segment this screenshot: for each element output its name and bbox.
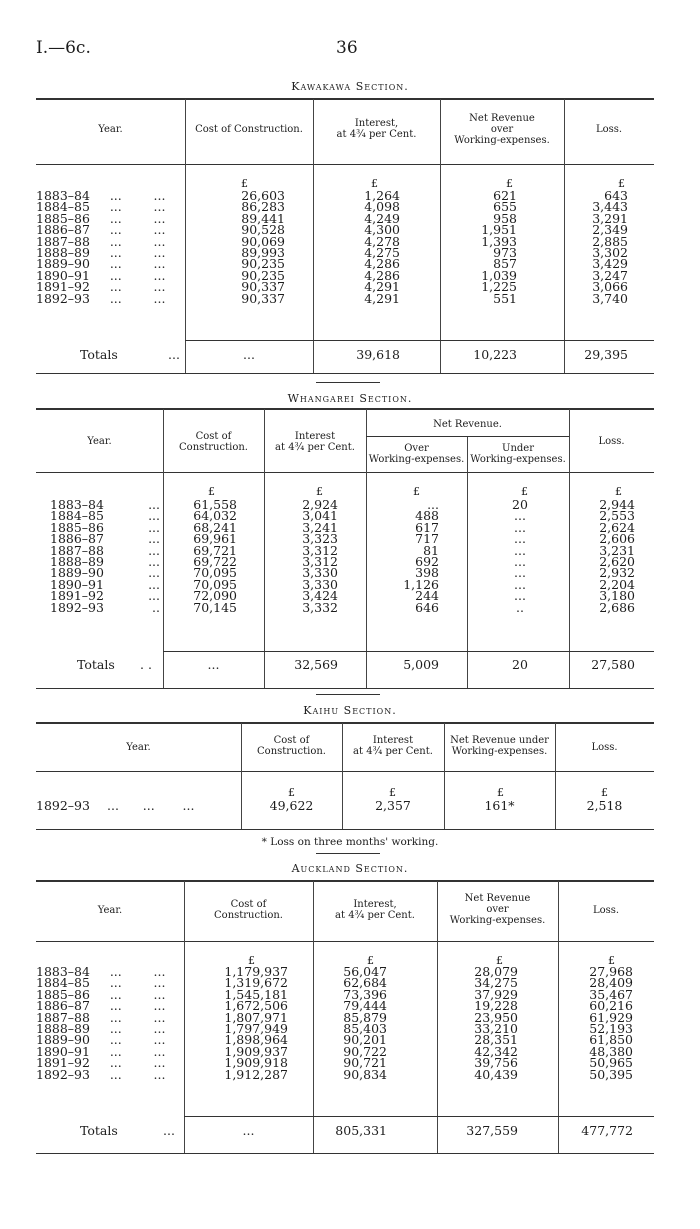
auckland-header-year: Year.	[97, 905, 123, 916]
auckland-net-cell: 28,079	[474, 964, 518, 979]
auckland-year-cell: 1886–87 ... ...	[36, 998, 166, 1014]
whangarei-unit-cost: £	[208, 485, 215, 498]
auckland-cost-cell: 1,909,937	[224, 1043, 288, 1059]
auckland-cost-cell: 1,807,971	[224, 1009, 288, 1025]
auckland-years	[36, 966, 184, 1080]
kawakawa-unit-loss: £	[618, 177, 625, 190]
whangarei-cost-cell: 70,095	[193, 576, 237, 592]
kaihu-row-loss: 2,518	[586, 798, 623, 813]
kawakawa-year-cell: 1888–89 ... ...	[36, 244, 166, 260]
whangarei-over-cell: 617	[415, 519, 439, 535]
kawakawa-net-column	[460, 190, 517, 304]
whangarei-year-cell: 1889–90 ...	[50, 565, 160, 581]
auckland-unit-net: £	[496, 954, 503, 967]
kawakawa-interest-cell: 4,286	[364, 267, 400, 283]
kawakawa-interest-cell: 4,249	[364, 210, 400, 226]
kawakawa-header-cost: Cost of Construction.	[195, 124, 303, 135]
auckland-unit-cost: £	[248, 954, 255, 967]
whangarei-over-cell: 244	[415, 588, 439, 604]
kawakawa-interest-cell: 4,278	[364, 233, 400, 249]
auckland-cost-cell: 1,672,506	[224, 998, 288, 1014]
auckland-header-loss: Loss.	[592, 905, 620, 916]
auckland-cost-cell: 1,912,287	[224, 1066, 288, 1082]
whangarei-title: Whangarei Section.	[287, 392, 413, 405]
kawakawa-cost-cell: 90,337	[241, 290, 285, 306]
kawakawa-net-cell: 551	[493, 290, 517, 306]
auckland-interest-cell: 85,403	[343, 1020, 387, 1036]
auckland-cost-cell: 1,898,964	[224, 1032, 288, 1048]
kaihu-unit-interest: £	[389, 786, 396, 799]
auckland-interest-cell: 90,721	[343, 1055, 387, 1071]
whangarei-header-over: Over Working-expenses.	[368, 443, 465, 465]
kawakawa-year-cell: 1889–90 ... ...	[36, 256, 166, 272]
kawakawa-year-cell: 1884–85 ... ...	[36, 199, 166, 215]
kaihu-footnote: * Loss on three months' working.	[261, 836, 439, 848]
auckland-loss-cell: 61,850	[589, 1032, 633, 1048]
kawakawa-loss-cell: 3,429	[592, 256, 628, 272]
whangarei-cost-column	[180, 499, 237, 613]
whangarei-interest-cell: 3,424	[302, 588, 338, 604]
kaihu-title: Kaihu Section.	[303, 704, 397, 717]
whangarei-year-cell: 1892–93 ..	[50, 599, 160, 615]
whangarei-unit-over: £	[413, 485, 420, 498]
whangarei-under-cell: 20	[512, 497, 528, 512]
whangarei-under-cell: ...	[514, 531, 526, 547]
kawakawa-loss-column	[570, 190, 628, 304]
page-number: 36	[336, 38, 358, 58]
whangarei-under-cell: ...	[514, 565, 526, 581]
whangarei-cost-cell: 64,032	[193, 508, 237, 524]
whangarei-year-cell: 1891–92 ...	[50, 588, 160, 604]
auckland-net-cell: 34,275	[474, 975, 518, 991]
auckland-year-cell: 1883–84 ... ...	[36, 964, 166, 979]
auckland-totals-loss: 477,772	[581, 1123, 633, 1138]
whangarei-unit-interest: £	[316, 485, 323, 498]
whangarei-year-cell: 1890–91 ...	[50, 576, 160, 592]
whangarei-loss-cell: 2,204	[599, 576, 635, 592]
kawakawa-net-cell: 857	[493, 256, 517, 272]
kawakawa-loss-cell: 3,066	[592, 279, 628, 295]
whangarei-header-cost: Cost of Construction.	[179, 431, 248, 453]
whangarei-totals-interest: 32,569	[294, 657, 338, 672]
whangarei-over-cell: 81	[423, 542, 439, 558]
kawakawa-cost-cell: 90,235	[241, 256, 285, 272]
auckland-year-cell: 1888–89 ... ...	[36, 1020, 166, 1036]
whangarei-totals-cost: ...	[207, 657, 220, 672]
kawakawa-interest-cell: 4,286	[364, 256, 400, 272]
auckland-totals-cost: ...	[242, 1123, 255, 1138]
kaihu-row-year: 1892–93	[36, 798, 90, 813]
kawakawa-net-cell: 1,039	[481, 267, 517, 283]
kawakawa-cost-column	[200, 190, 285, 304]
kaihu-unit-net: £	[497, 786, 504, 799]
auckland-net-cell: 42,342	[474, 1043, 518, 1059]
whangarei-cost-cell: 70,145	[193, 599, 237, 615]
auckland-loss-cell: 50,395	[589, 1066, 633, 1082]
kaihu-header-cost: Cost of Construction.	[257, 735, 326, 757]
auckland-totals-net: 327,559	[466, 1123, 518, 1138]
kawakawa-unit-interest: £	[371, 177, 378, 190]
auckland-loss-cell: 50,965	[589, 1055, 633, 1071]
whangarei-over-column	[385, 499, 439, 613]
kawakawa-loss-cell: 3,740	[592, 290, 628, 306]
whangarei-interest-cell: 3,332	[302, 599, 338, 615]
auckland-cost-cell: 1,319,672	[224, 975, 288, 991]
kaihu-row-interest: 2,357	[375, 798, 411, 813]
kawakawa-unit-net: £	[506, 177, 513, 190]
whangarei-over-cell: 717	[415, 531, 439, 547]
kawakawa-totals-interest: 39,618	[356, 347, 400, 362]
kawakawa-interest-cell: 4,291	[364, 290, 400, 306]
whangarei-interest-cell: 2,924	[302, 497, 338, 512]
whangarei-interest-cell: 3,323	[302, 531, 338, 547]
whangarei-interest-cell: 3,041	[302, 508, 338, 524]
whangarei-totals-under: 20	[512, 657, 528, 672]
kawakawa-cost-cell: 90,337	[241, 279, 285, 295]
whangarei-under-column	[490, 499, 550, 613]
whangarei-cost-cell: 70,095	[193, 565, 237, 581]
auckland-totals-label: Totals	[80, 1123, 118, 1138]
whangarei-over-cell: 646	[415, 599, 439, 615]
whangarei-year-cell: 1886–87 ...	[50, 531, 160, 547]
auckland-year-cell: 1892–93 ... ...	[36, 1066, 166, 1082]
auckland-interest-cell: 90,834	[343, 1066, 387, 1082]
auckland-interest-column	[330, 966, 387, 1080]
kawakawa-interest-cell: 4,098	[364, 199, 400, 215]
whangarei-under-cell: ...	[514, 588, 526, 604]
auckland-loss-cell: 27,968	[589, 964, 633, 979]
whangarei-totals-label: Totals	[77, 657, 115, 672]
kawakawa-interest-cell: 1,264	[364, 188, 400, 203]
kaihu-header-year: Year.	[126, 742, 151, 753]
kawakawa-loss-cell: 2,349	[592, 222, 628, 238]
kawakawa-loss-cell: 2,885	[592, 233, 628, 249]
whangarei-under-cell: ...	[514, 542, 526, 558]
whangarei-over-cell: 398	[415, 565, 439, 581]
whangarei-under-cell: ...	[514, 519, 526, 535]
whangarei-loss-cell: 2,553	[599, 508, 635, 524]
kawakawa-cost-cell: 90,528	[241, 222, 285, 238]
whangarei-loss-cell: 2,624	[599, 519, 635, 535]
whangarei-under-cell: ...	[514, 553, 526, 569]
auckland-interest-cell: 73,396	[343, 986, 387, 1002]
whangarei-under-cell: ..	[516, 599, 524, 615]
kawakawa-header-year: Year.	[98, 124, 123, 135]
kaihu-header-interest: Interest at 4¾ per Cent.	[353, 735, 433, 757]
auckland-totals-dots: ...	[163, 1123, 175, 1138]
auckland-loss-cell: 48,380	[589, 1043, 633, 1059]
whangarei-header-net: Net Revenue.	[433, 419, 502, 430]
auckland-cost-cell: 1,909,918	[224, 1055, 288, 1071]
kawakawa-loss-cell: 3,247	[592, 267, 628, 283]
kawakawa-year-cell: 1885–86 ... ...	[36, 210, 166, 226]
whangarei-year-cell: 1883–84 ...	[50, 497, 160, 512]
kaihu-unit-cost: £	[288, 786, 295, 799]
whangarei-totals-over: 5,009	[403, 657, 439, 672]
kawakawa-totals-dots: ...	[168, 347, 180, 362]
auckland-cost-cell: 1,545,181	[224, 986, 288, 1002]
kawakawa-cost-cell: 89,441	[241, 210, 285, 226]
auckland-year-cell: 1890–91 ... ...	[36, 1043, 166, 1059]
whangarei-over-cell: ...	[427, 497, 439, 512]
kawakawa-title: Kawakawa Section.	[291, 80, 409, 93]
kawakawa-net-cell: 655	[493, 199, 517, 215]
kawakawa-totals-cost: ...	[243, 347, 255, 362]
kawakawa-totals-loss: 29,395	[584, 347, 628, 362]
auckland-net-cell: 39,756	[474, 1055, 518, 1071]
whangarei-year-cell: 1887–88 ...	[50, 542, 160, 558]
whangarei-cost-cell: 69,961	[193, 531, 237, 547]
auckland-interest-cell: 85,879	[343, 1009, 387, 1025]
page-series: I.—6c.	[36, 38, 91, 58]
auckland-year-cell: 1891–92 ... ...	[36, 1055, 166, 1071]
auckland-unit-interest: £	[367, 954, 374, 967]
kawakawa-loss-cell: 3,302	[592, 244, 628, 260]
whangarei-year-cell: 1885–86 ...	[50, 519, 160, 535]
whangarei-year-cell: 1884–85 ...	[50, 508, 160, 524]
auckland-loss-cell: 61,929	[589, 1009, 633, 1025]
whangarei-loss-cell: 2,932	[599, 565, 635, 581]
kawakawa-net-cell: 1,393	[481, 233, 517, 249]
kawakawa-loss-cell: 3,291	[592, 210, 628, 226]
auckland-net-cell: 23,950	[474, 1009, 518, 1025]
kawakawa-year-cell: 1883–84 ... ...	[36, 188, 166, 203]
whangarei-loss-cell: 3,231	[599, 542, 635, 558]
whangarei-over-cell: 692	[415, 553, 439, 569]
whangarei-loss-cell: 2,620	[599, 553, 635, 569]
auckland-header-interest: Interest, at 4¾ per Cent.	[335, 899, 415, 921]
whangarei-header-interest: Interest at 4¾ per Cent.	[275, 431, 355, 453]
kawakawa-years	[36, 190, 186, 304]
kawakawa-cost-cell: 89,993	[241, 244, 285, 260]
kawakawa-year-cell: 1890–91 ... ...	[36, 267, 166, 283]
auckland-year-cell: 1885–86 ... ...	[36, 986, 166, 1002]
kaihu-header-loss: Loss.	[591, 742, 618, 753]
whangarei-interest-cell: 3,312	[302, 553, 338, 569]
kawakawa-totals-net: 10,223	[473, 347, 517, 362]
auckland-interest-cell: 90,201	[343, 1032, 387, 1048]
auckland-interest-cell: 79,444	[343, 998, 387, 1014]
whangarei-over-cell: 488	[415, 508, 439, 524]
whangarei-unit-loss: £	[615, 485, 622, 498]
whangarei-over-cell: 1,126	[403, 576, 439, 592]
auckland-loss-column	[570, 966, 633, 1080]
auckland-net-cell: 19,228	[474, 998, 518, 1014]
whangarei-interest-cell: 3,241	[302, 519, 338, 535]
auckland-header-cost: Cost of Construction.	[214, 899, 283, 921]
kawakawa-header-interest: Interest, at 4¾ per Cent.	[336, 118, 417, 140]
kawakawa-net-cell: 1,951	[481, 222, 517, 238]
auckland-header-net: Net Revenue over Working-expenses.	[449, 893, 546, 926]
whangarei-cost-cell: 61,558	[193, 497, 237, 512]
auckland-title: Auckland Section.	[291, 862, 409, 875]
whangarei-under-cell: ...	[514, 508, 526, 524]
kawakawa-interest-column	[330, 190, 400, 304]
whangarei-interest-column	[290, 499, 338, 613]
auckland-year-cell: 1887–88 ... ...	[36, 1009, 166, 1025]
auckland-loss-cell: 28,409	[589, 975, 633, 991]
kawakawa-interest-cell: 4,300	[364, 222, 400, 238]
whangarei-header-year: Year.	[87, 436, 112, 447]
kaihu-row-cost: 49,622	[269, 798, 314, 813]
whangarei-header-loss: Loss.	[598, 436, 625, 447]
whangarei-totals-loss: 27,580	[591, 657, 635, 672]
auckland-cost-cell: 1,179,937	[224, 964, 288, 979]
whangarei-loss-cell: 2,606	[599, 531, 635, 547]
auckland-year-cell: 1889–90 ... ...	[36, 1032, 166, 1048]
whangarei-under-cell: ...	[514, 576, 526, 592]
kawakawa-interest-cell: 4,275	[364, 244, 400, 260]
auckland-cost-column	[210, 966, 288, 1080]
whangarei-interest-cell: 3,312	[302, 542, 338, 558]
kawakawa-year-cell: 1887–88 ... ...	[36, 233, 166, 249]
whangarei-loss-cell: 2,944	[599, 497, 635, 512]
kawakawa-cost-cell: 26,603	[241, 188, 285, 203]
kawakawa-totals-label: Totals	[80, 347, 118, 362]
kawakawa-net-cell: 973	[493, 244, 517, 260]
kawakawa-cost-cell: 90,069	[241, 233, 285, 249]
kawakawa-year-cell: 1892–93 ... ...	[36, 290, 166, 306]
kaihu-row-dots: ... ... ...	[107, 798, 195, 813]
whangarei-loss-column	[585, 499, 635, 613]
auckland-cost-cell: 1,797,949	[224, 1020, 288, 1036]
kawakawa-header-loss: Loss.	[595, 124, 623, 135]
kawakawa-year-cell: 1891–92 ... ...	[36, 279, 166, 295]
kawakawa-year-cell: 1886–87 ... ...	[36, 222, 166, 238]
kawakawa-unit-cost: £	[241, 177, 248, 190]
auckland-net-cell: 37,929	[474, 986, 518, 1002]
whangarei-cost-cell: 69,721	[193, 542, 237, 558]
kaihu-row-net: 161*	[484, 798, 515, 813]
auckland-net-column	[455, 966, 518, 1080]
auckland-loss-cell: 52,193	[589, 1020, 633, 1036]
whangarei-interest-cell: 3,330	[302, 565, 338, 581]
auckland-interest-cell: 90,722	[343, 1043, 387, 1059]
auckland-totals-interest: 805,331	[335, 1123, 387, 1138]
whangarei-years	[50, 499, 160, 613]
auckland-interest-cell: 62,684	[343, 975, 387, 991]
whangarei-loss-cell: 3,180	[599, 588, 635, 604]
kawakawa-loss-cell: 3,443	[592, 199, 628, 215]
auckland-net-cell: 33,210	[474, 1020, 518, 1036]
kawakawa-loss-cell: 643	[604, 188, 628, 203]
kawakawa-net-cell: 958	[493, 210, 517, 226]
kawakawa-header-net: Net Revenue over Working-expenses.	[454, 113, 550, 146]
kawakawa-net-cell: 621	[493, 188, 517, 203]
kawakawa-interest-cell: 4,291	[364, 279, 400, 295]
whangarei-year-cell: 1888–89 ...	[50, 553, 160, 569]
auckland-net-cell: 28,351	[474, 1032, 518, 1048]
whangarei-interest-cell: 3,330	[302, 576, 338, 592]
kawakawa-cost-cell: 90,235	[241, 267, 285, 283]
whangarei-unit-under: £	[521, 485, 528, 498]
whangarei-cost-cell: 68,241	[193, 519, 237, 535]
auckland-unit-loss: £	[608, 954, 615, 967]
kawakawa-cost-cell: 86,283	[241, 199, 285, 215]
whangarei-totals-dots: . .	[140, 657, 152, 672]
whangarei-header-under: Under Working-expenses.	[470, 443, 566, 465]
auckland-year-cell: 1884–85 ... ...	[36, 975, 166, 991]
whangarei-cost-cell: 69,722	[193, 553, 237, 569]
kaihu-unit-loss: £	[601, 786, 608, 799]
auckland-net-cell: 40,439	[474, 1066, 518, 1082]
whangarei-cost-cell: 72,090	[193, 588, 237, 604]
kawakawa-net-cell: 1,225	[481, 279, 517, 295]
auckland-interest-cell: 56,047	[343, 964, 387, 979]
auckland-loss-cell: 60,216	[589, 998, 633, 1014]
whangarei-loss-cell: 2,686	[599, 599, 635, 615]
auckland-loss-cell: 35,467	[589, 986, 633, 1002]
kaihu-header-net: Net Revenue under Working-expenses.	[450, 735, 549, 757]
